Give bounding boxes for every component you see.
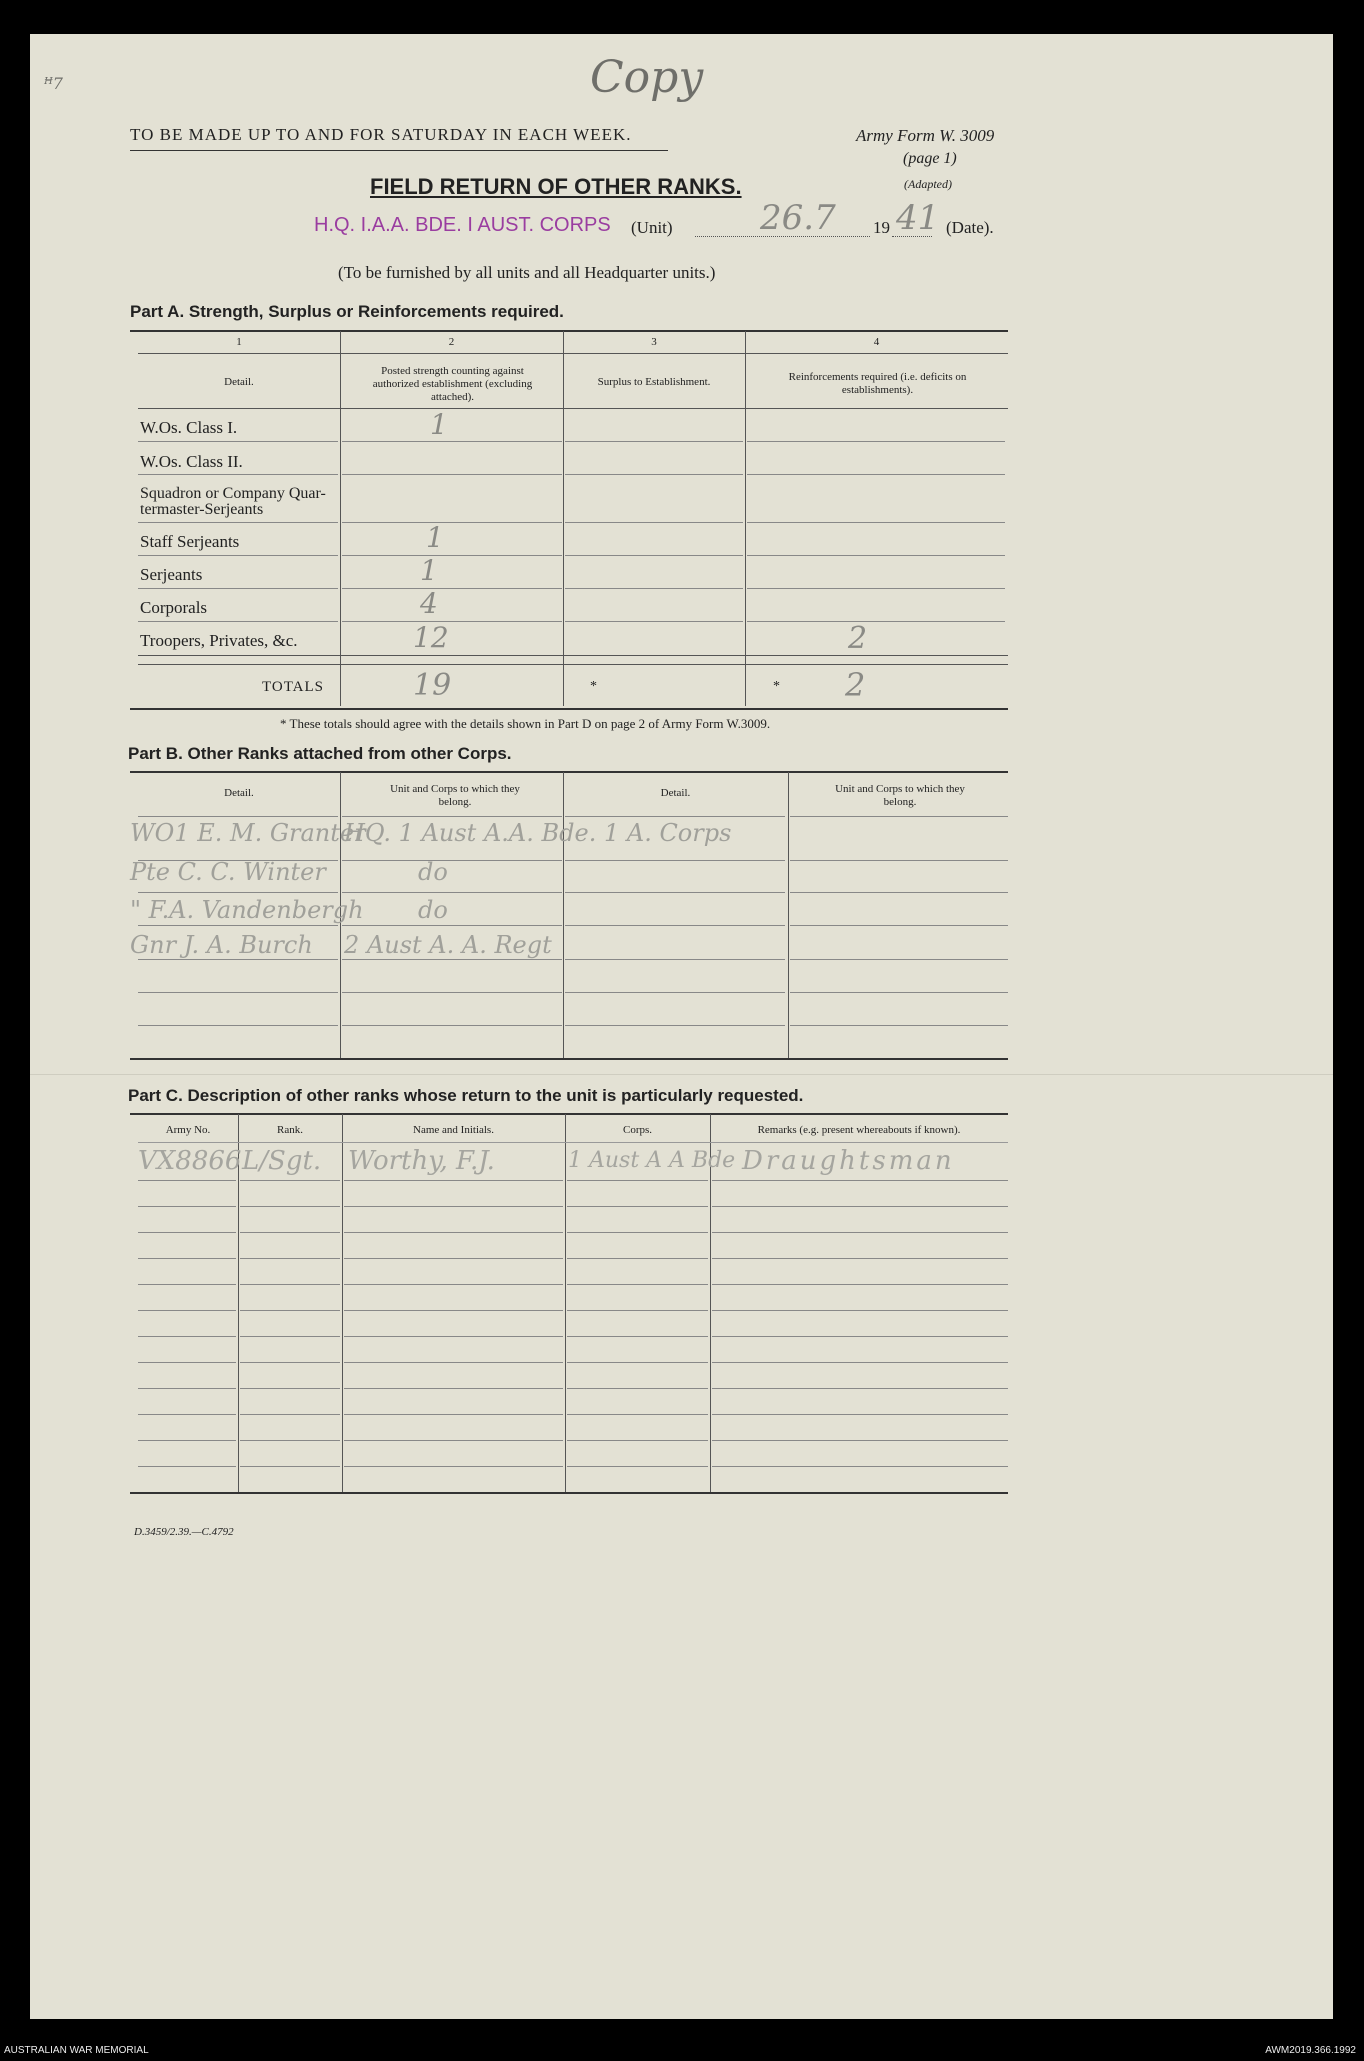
unit-label: (Unit) bbox=[631, 218, 673, 237]
footer-left: AUSTRALIAN WAR MEMORIAL bbox=[4, 2045, 149, 2056]
copy-note: Copy bbox=[590, 52, 704, 103]
form-title: FIELD RETURN OF OTHER RANKS. bbox=[370, 174, 742, 199]
row-label-serjeants: Serjeants bbox=[140, 565, 203, 584]
date-label: (Date). bbox=[946, 218, 994, 237]
row-label-corporals: Corporals bbox=[140, 598, 208, 617]
c-col-header-rank: Rank. bbox=[277, 1124, 303, 1136]
b-col-header-detail-1: Detail. bbox=[224, 787, 254, 799]
posted-wo1: 1 bbox=[430, 408, 448, 441]
b-col-header-unit-2: Unit and Corps to which they belong. bbox=[835, 783, 965, 808]
part-a-heading: Part A. Strength, Surplus or Reinforcements required. bbox=[130, 302, 564, 321]
b-entry-detail-3: " F.A. Vandenbergh bbox=[130, 896, 364, 924]
c-entry-remarks: Draughtsman bbox=[742, 1146, 955, 1176]
col-number-1: 1 bbox=[236, 336, 242, 348]
b-entry-unit-3: do bbox=[418, 896, 448, 924]
b-col-header-unit-1: Unit and Corps to which they belong. bbox=[390, 783, 520, 808]
archive-footer bbox=[0, 2041, 1364, 2061]
totals-reinf-mark: * bbox=[773, 679, 780, 694]
c-col-header-name: Name and Initials. bbox=[413, 1124, 494, 1136]
col-header-reinforcements: Reinforcements required (i.e. deficits on establishments). bbox=[788, 371, 967, 396]
corner-mark: ꟸ7 bbox=[44, 74, 63, 93]
part-b-heading: Part B. Other Ranks attached from other Corps. bbox=[128, 744, 512, 763]
instruction-text: TO BE MADE UP TO AND FOR SATURDAY IN EACH WEEK. bbox=[130, 125, 632, 144]
form-name: Army Form W. 3009 bbox=[856, 126, 995, 145]
c-col-header-remarks: Remarks (e.g. present whereabouts if known). bbox=[757, 1124, 961, 1136]
b-entry-unit-2: do bbox=[418, 858, 448, 886]
date-handwritten: 26.7 bbox=[760, 198, 836, 238]
totals-label: TOTALS bbox=[262, 679, 325, 695]
posted-staff-serjeants: 1 bbox=[426, 521, 444, 554]
col-header-surplus: Surplus to Establishment. bbox=[597, 376, 711, 388]
c-entry-rank: L/Sgt. bbox=[242, 1146, 322, 1176]
c-entry-army-no: VX8866 bbox=[138, 1146, 242, 1176]
col-number-2: 2 bbox=[448, 336, 455, 348]
b-col-header-detail-2: Detail. bbox=[660, 787, 691, 799]
row-label-cqms: Squadron or Company Quar- termaster-Serjeants bbox=[140, 485, 326, 518]
c-col-header-corps: Corps. bbox=[622, 1124, 653, 1136]
col-header-detail: Detail. bbox=[224, 376, 254, 388]
totals-reinf: 2 bbox=[845, 666, 866, 704]
c-entry-name: Worthy, F.J. bbox=[348, 1146, 495, 1176]
row-label-wo1: W.Os. Class I. bbox=[140, 418, 238, 437]
b-entry-unit-1: HQ. 1 Aust A.A. Bde. 1 A. Corps bbox=[344, 819, 732, 847]
print-code: D.3459/2.39.—C.4792 bbox=[134, 1526, 234, 1538]
totals-surplus-mark: * bbox=[590, 679, 597, 694]
unit-stamp: H.Q. I.A.A. BDE. I AUST. CORPS bbox=[314, 214, 611, 236]
reinf-privates: 2 bbox=[848, 621, 868, 656]
b-entry-detail-4: Gnr J. A. Burch bbox=[130, 931, 313, 959]
posted-privates: 12 bbox=[413, 621, 449, 654]
form-page: (page 1) bbox=[903, 150, 957, 167]
form-paper bbox=[30, 34, 1333, 2019]
part-c-heading: Part C. Description of other ranks whose return to the unit is particularly requested. bbox=[128, 1086, 804, 1105]
col-number-3: 3 bbox=[651, 336, 657, 348]
posted-corporals: 4 bbox=[420, 587, 438, 620]
totals-posted: 19 bbox=[413, 668, 452, 703]
year-handwritten: 41 bbox=[896, 198, 940, 238]
b-entry-detail-2: Pte C. C. Winter bbox=[130, 858, 326, 886]
row-label-staff-serjeants: Staff Serjeants bbox=[140, 532, 240, 551]
row-label-privates: Troopers, Privates, &c. bbox=[140, 631, 298, 650]
b-entry-detail-1: WO1 E. M. Granter bbox=[130, 819, 366, 847]
year-prefix: 19 bbox=[873, 218, 890, 237]
b-entry-unit-4: 2 Aust A. A. Regt bbox=[344, 931, 552, 959]
footer-right: AWM2019.366.1992 bbox=[1265, 2045, 1356, 2056]
c-col-header-army-no: Army No. bbox=[165, 1124, 211, 1136]
c-entry-corps: 1 Aust A A Bde bbox=[568, 1148, 736, 1173]
furnish-note: (To be furnished by all units and all Headquarter units.) bbox=[338, 263, 716, 282]
form-adapted: (Adapted) bbox=[904, 177, 952, 191]
col-header-posted: Posted strength counting against authorized establishment (excluding attached). bbox=[372, 365, 533, 403]
col-number-4: 4 bbox=[873, 336, 880, 348]
part-a-footnote: * These totals should agree with the details shown in Part D on page 2 of Army Form W.3009. bbox=[280, 716, 771, 731]
row-label-wo2: W.Os. Class II. bbox=[140, 452, 243, 471]
posted-serjeants: 1 bbox=[420, 554, 438, 587]
